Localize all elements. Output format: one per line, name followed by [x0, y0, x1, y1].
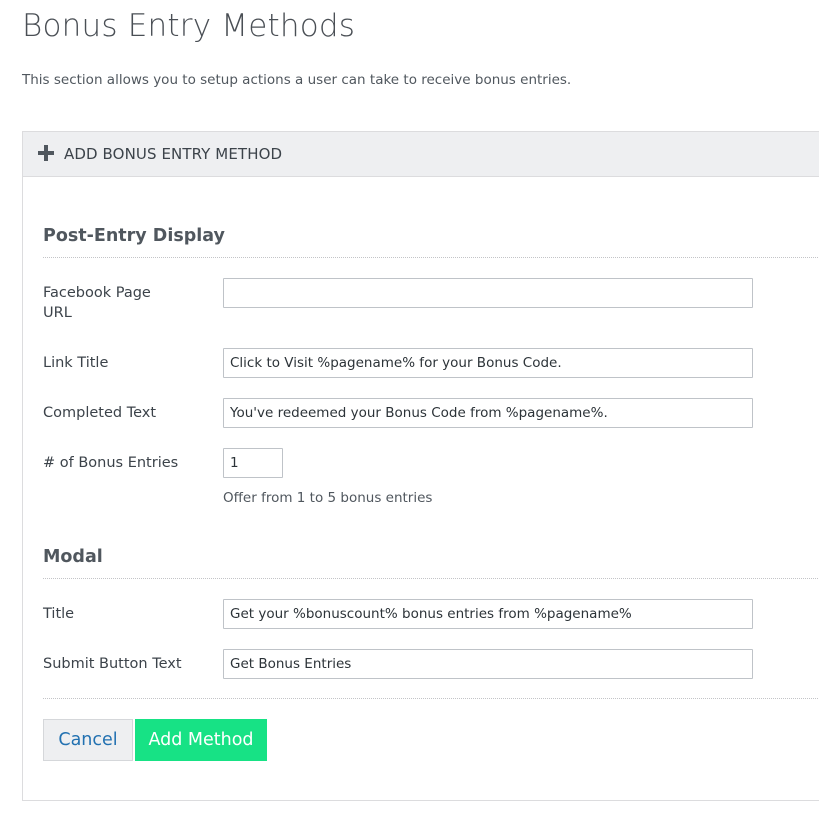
panel-header-label: ADD BONUS ENTRY METHOD — [64, 145, 283, 163]
completed-text-label: Completed Text — [43, 405, 157, 421]
submit-button-text-label: Submit Button Text — [43, 656, 182, 672]
bonus-entries-help: Offer from 1 to 5 bonus entries — [223, 490, 433, 506]
link-title-label: Link Title — [43, 355, 109, 371]
bonus-entries-input[interactable] — [223, 448, 283, 478]
bonus-entries-label: # of Bonus Entries — [43, 455, 179, 471]
page-description: This section allows you to setup actions a user can take to receive bonus entries. — [22, 72, 572, 88]
submit-button-text-input[interactable] — [223, 649, 753, 679]
section-heading-modal: Modal — [43, 547, 103, 567]
modal-title-input[interactable] — [223, 599, 753, 629]
plus-icon — [38, 145, 54, 161]
facebook-page-url-input[interactable] — [223, 278, 753, 308]
section-heading-post-entry-display: Post-Entry Display — [43, 226, 225, 246]
section-divider — [43, 257, 819, 258]
add-bonus-entry-method-toggle[interactable] — [23, 132, 819, 177]
section-divider — [43, 578, 819, 579]
bonus-method-panel — [22, 131, 819, 801]
modal-title-label: Title — [43, 606, 75, 622]
page-title: Bonus Entry Methods — [22, 8, 356, 44]
completed-text-input[interactable] — [223, 398, 753, 428]
link-title-input[interactable] — [223, 348, 753, 378]
actions-divider — [43, 698, 819, 699]
facebook-page-url-label: Facebook Page URL — [43, 285, 151, 321]
add-method-button[interactable]: Add Method — [135, 719, 267, 761]
cancel-button[interactable]: Cancel — [43, 719, 133, 761]
